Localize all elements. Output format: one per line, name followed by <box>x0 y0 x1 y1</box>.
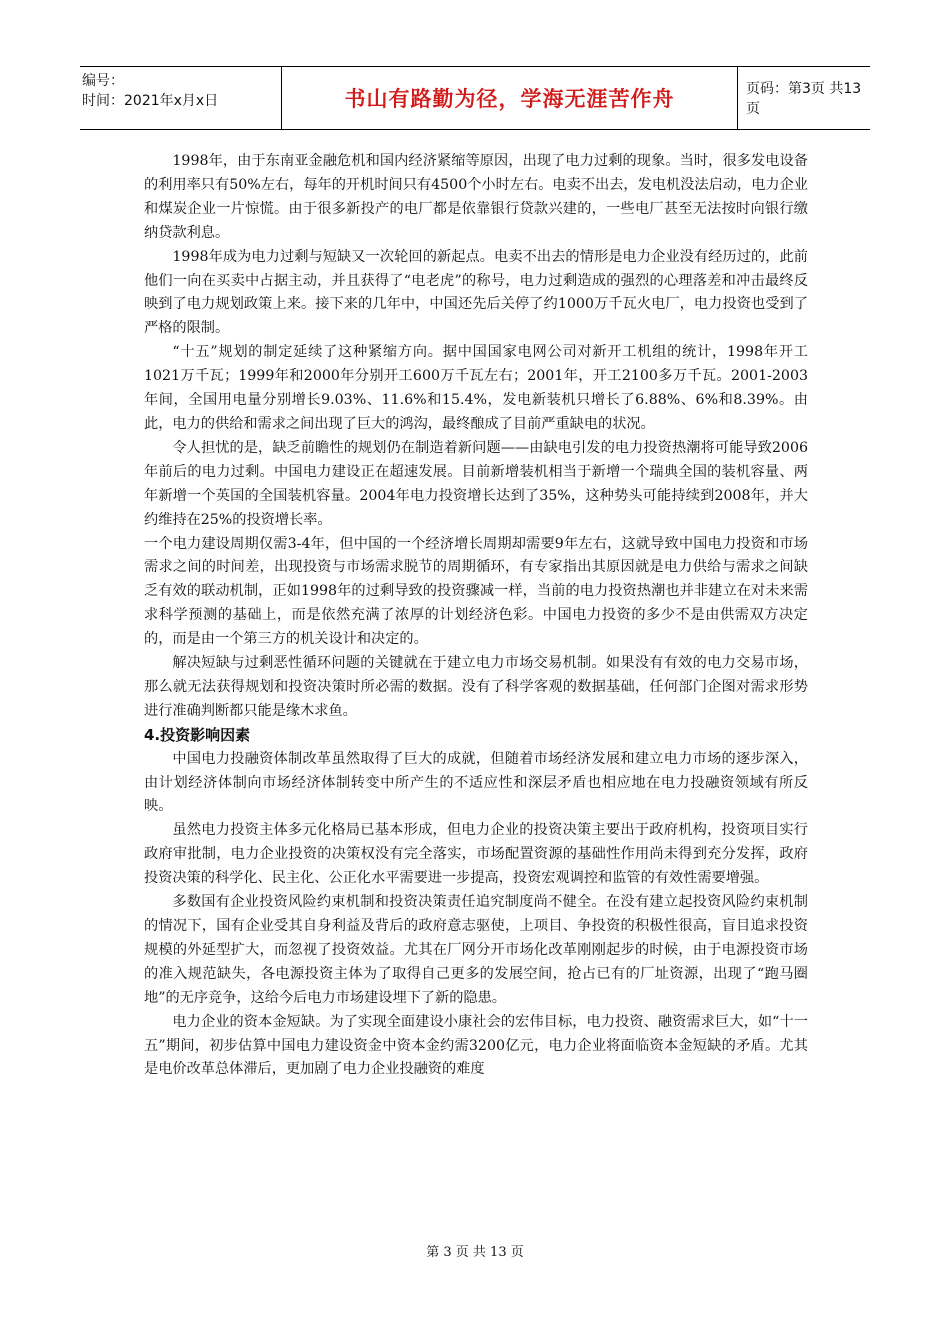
header-meta <box>80 67 282 129</box>
document-number-label: 编号： <box>82 73 124 89</box>
page-header <box>80 66 870 130</box>
header-motto: 书山有路勤为径，学海无涯苦作舟 <box>344 87 675 111</box>
paragraph: 1998年，由于东南亚金融危机和国内经济紧缩等原因，出现了电力过剩的现象。当时，很多发电设备的利用率只有50%左右，每年的开机时间只有4500个小时左右。电卖不出去，发电机没法启动，电力企业和煤炭企业一片惊慌。由于很多新投产的电厂都是依靠银行贷款兴建的，一些电厂甚至无法按时向银行缴纳贷款利息。 <box>144 153 808 241</box>
header-page-info: 页码：第3页 共13页 <box>746 81 862 117</box>
paragraph: 多数国有企业投资风险约束机制和投资决策责任追究制度尚不健全。在没有建立起投资风险约束机制的情况下，国有企业受其自身利益及背后的政府意志驱使，上项目、争投资的积极性很高，盲目追求投资规模的外延型扩大，而忽视了投资效益。尤其在厂网分开市场化改革刚刚起步的时候，由于电源投资市场的准入规范缺失，各电源投资主体为了取得自己更多的发展空间，抢占已有的厂址资源，出现了“跑马圈地”的无序竞争，这给今后电力市场建设埋下了新的隐患。 <box>144 894 808 1006</box>
paragraph: 解决短缺与过剩恶性循环问题的关键就在于建立电力市场交易机制。如果没有有效的电力交易市场，那么就无法获得规划和投资决策时所必需的数据。没有了科学客观的数据基础，任何部门企图对需求形势进行准确判断都只能是缘木求鱼。 <box>144 655 808 719</box>
paragraph: 电力企业的资本金短缺。为了实现全面建设小康社会的宏伟目标，电力投资、融资需求巨大，如“十一五”期间，初步估算中国电力建设资金中资本金约需3200亿元，电力企业将面临资本金短缺的矛盾。尤其是电价改革总体滞后，更加剧了电力企业投融资的难度 <box>144 1013 808 1078</box>
paragraph: 虽然电力投资主体多元化格局已基本形成，但电力企业的投资决策主要出于政府机构，投资项目实行政府审批制，电力企业投资的决策权没有完全落实，市场配置资源的基础性作用尚未得到充分发挥，政府投资决策的科学化、民主化、公正化水平需要进一步提高，投资宏观调控和监管的有效性需要增强。 <box>144 822 808 887</box>
paragraph: 一个电力建设周期仅需3-4年，但中国的一个经济增长周期却需要9年左右，这就导致中国电力投资和市场需求之间的时间差，出现投资与市场需求脱节的周期循环，有专家指出其原因就是电力供给与需求之间缺乏有效的联动机制，正如1998年的过剩导致的投资骤减一样，当前的电力投资热潮也并非建立在对未来需求科学预测的基础上，而是依然充满了浓厚的计划经济色彩。中国电力投资的多少不是由供需双方决定的，而是由一个第三方的机关设计和决定的。 <box>144 535 808 648</box>
section-heading: 4.投资影响因素 <box>144 725 251 744</box>
paragraph: 1998年成为电力过剩与短缺又一次轮回的新起点。电卖不出去的情形是电力企业没有经历过的，此前他们一向在买卖中占据主动，并且获得了“电老虎”的称号，电力过剩造成的强烈的心理落差和冲击最终反映到了电力规划政策上来。接下来的几年中，中国还先后关停了约1000万千瓦火电厂，电力投资也受到了严格的限制。 <box>144 248 808 337</box>
paragraph: 中国电力投融资体制改革虽然取得了巨大的成就，但随着市场经济发展和建立电力市场的逐步深入，由计划经济体制向市场经济体制转变中所产生的不适应性和深层矛盾也相应地在电力投融资领域有所反映。 <box>144 750 808 815</box>
document-date: 时间：2021年x月x日 <box>82 93 219 109</box>
paragraph: “十五”规划的制定延续了这种紧缩方向。据中国国家电网公司对新开工机组的统计，1998年开工1021万千瓦；1999年和2000年分别开工600万千瓦左右；2001年，开工2100多万千瓦。2001-2003年间，全国用电量分别增长9.03%、11.6%和15.4%，发电新装机只增长了6.88%、6%和8.39%。由此，电力的供给和需求之间出现了巨大的鸿沟，最终酿成了目前严重缺电的状况。 <box>144 344 808 432</box>
header-motto-cell <box>282 67 738 129</box>
paragraph: 令人担忧的是，缺乏前瞻性的规划仍在制造着新问题——由缺电引发的电力投资热潮将可能导致2006年前后的电力过剩。中国电力建设正在超速发展。目前新增装机相当于新增一个瑞典全国的装机容量、两年新增一个英国的全国装机容量。2004年电力投资增长达到了35%，这种势头可能持续到2008年，并大约维持在25%的投资增长率。 <box>144 439 808 528</box>
document-body <box>144 150 808 1082</box>
page-footer: 第 3 页 共 13 页 <box>426 1245 524 1260</box>
